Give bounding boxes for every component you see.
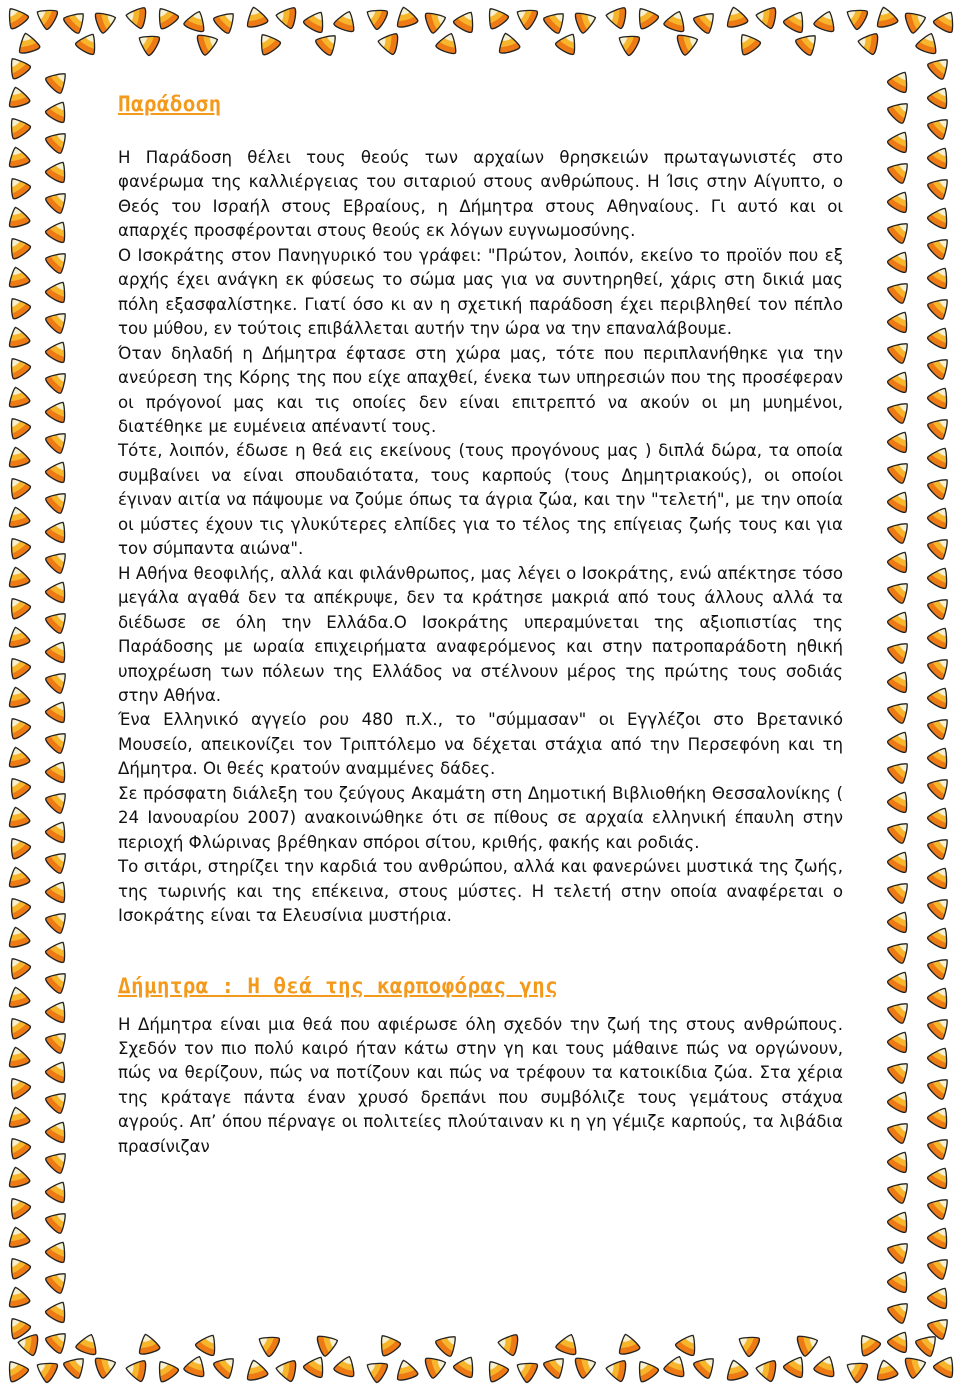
candy-corn-icon (884, 95, 917, 128)
candy-corn-icon (92, 6, 121, 36)
candy-corn-icon (924, 801, 956, 832)
candy-corn-icon (884, 545, 916, 576)
candy-corn-icon (902, 6, 931, 36)
candy-corn-icon (884, 575, 917, 608)
candy-corn-icon (15, 1330, 41, 1357)
paragraph: Η Παράδοση θέλει τους θεούς των αρχαίων θρησκειών πρωταγωνιστές στο φανέρωμα της καλλιέργειας του σιταριού στους ανθρώπους. Η Ίσις στην Αίγυπτο, ο Θεός του Ισραήλ στους Εβραίους, η Δήμητρα στους Αθηναίους. Γι αυτό και οι απαρχές προσφέρονται στους θεούς εκ λόγων ευγνωμοσύνης. (118, 148, 843, 241)
candy-corn-icon (924, 1101, 956, 1132)
candy-corn-icon (42, 1025, 75, 1058)
candy-corn-icon (392, 1356, 421, 1383)
candy-corn-icon (884, 65, 916, 96)
candy-corn-icon (924, 1041, 956, 1072)
candy-corn-icon (4, 683, 33, 710)
candy-corn-icon (722, 1356, 751, 1383)
candy-corn-icon (840, 1354, 871, 1386)
candy-corn-icon (552, 27, 584, 58)
candy-corn-icon (4, 563, 33, 590)
candy-corn-icon (433, 29, 463, 58)
candy-corn-icon (450, 1350, 482, 1381)
candy-corn-icon (811, 7, 841, 36)
candy-corn-icon (480, 1, 512, 33)
candy-corn-icon (4, 743, 33, 770)
candy-corn-icon (4, 1103, 33, 1130)
candy-corn-icon (300, 5, 332, 36)
candy-corn-icon (540, 1350, 573, 1383)
candy-corn-icon (924, 471, 957, 504)
candy-corn-icon (450, 5, 482, 36)
candy-corn-icon (4, 443, 33, 470)
candy-corn-icon (924, 591, 957, 624)
candy-corn-icon (924, 681, 956, 712)
candy-corn-icon (884, 1325, 916, 1356)
candy-corn-icon (42, 185, 75, 218)
candy-corn-icon (603, 3, 629, 30)
candy-corn-icon (360, 1, 391, 33)
document-body (118, 86, 843, 1159)
candy-corn-icon (924, 51, 957, 84)
candy-corn-icon (2, 1311, 34, 1343)
candy-corn-icon (884, 515, 917, 548)
candy-corn-icon (540, 5, 573, 38)
candy-corn-icon (360, 1354, 391, 1386)
candy-corn-icon (42, 665, 75, 698)
candy-corn-icon (242, 3, 271, 30)
candy-corn-icon (924, 441, 956, 472)
candy-corn-icon (42, 1235, 74, 1266)
candy-corn-icon (42, 1205, 75, 1238)
candy-corn-icon (42, 1145, 75, 1178)
candy-corn-icon (924, 351, 957, 384)
candy-corn-icon (42, 575, 74, 606)
candy-corn-icon (2, 711, 34, 743)
candy-corn-icon (792, 27, 825, 60)
candy-corn-icon (840, 1, 871, 33)
candy-corn-icon (572, 1351, 601, 1381)
candy-corn-icon (884, 185, 916, 216)
candy-corn-icon (314, 1329, 343, 1359)
candy-corn-icon (42, 605, 75, 638)
candy-corn-icon (924, 1131, 957, 1164)
candy-corn-icon (753, 1356, 779, 1383)
candy-corn-icon (884, 965, 916, 996)
paragraph: Ο Ισοκράτης στον Πανηγυρικό του γράφει: "Πρώτον, λοιπόν, εκείνο το προϊόν που εξ αρχής έχει ανάγκη εκ φύσεως το σώμα μας για να συντηρηθεί, χάρις στη δικιά μας πόλη εξασφαλίστηκε. Γιατί όσο κι αν η σχετική παράδοση έχει περιβληθεί τον πέπλο του μύθου, εν τούτοις επιβάλλεται αυτήν την ώρα να την επαναλάβουμε. (118, 245, 843, 339)
candy-corn-icon (123, 1356, 149, 1383)
candy-corn-icon (42, 905, 75, 938)
candy-corn-icon (884, 215, 917, 248)
candy-corn-icon (42, 995, 74, 1026)
candy-corn-icon (2, 591, 34, 623)
candy-corn-icon (331, 7, 361, 36)
candy-corn-icon (722, 3, 751, 30)
candy-corn-icon (422, 1351, 451, 1381)
candy-corn-icon (42, 215, 74, 246)
paragraph: Όταν δηλαδή η Δήμητρα έφτασε στη χώρα μας, τότε που περιπλανήθηκε για την ανεύρεση της Κόρης της που είχε απαχθεί, ένεκα των υπηρεσιών που της προσέφεραν οι πρόγονοί μας και τις οποίες δεν είναι επιτρεπτό να ακούν οι μη μυημένοι, διατέθηκε με ευμένεια απέναντί τους. (118, 343, 843, 436)
candy-corn-icon (884, 455, 917, 488)
candy-corn-icon (2, 471, 34, 503)
candy-corn-icon (4, 1043, 33, 1070)
candy-corn-icon (884, 815, 917, 848)
candy-corn-icon (912, 1328, 945, 1361)
candy-corn-icon (331, 1352, 361, 1381)
candy-corn-icon (924, 171, 957, 204)
candy-corn-icon (902, 1351, 931, 1381)
candy-corn-icon (612, 27, 643, 59)
candy-corn-icon (60, 1350, 93, 1383)
candy-corn-icon (510, 1, 541, 33)
candy-corn-icon (42, 275, 74, 306)
candy-corn-icon (924, 111, 957, 144)
candy-corn-icon (2, 351, 34, 383)
candy-corn-icon (661, 7, 691, 36)
candy-corn-icon (2, 51, 34, 83)
candy-corn-icon (732, 27, 764, 59)
candy-corn-icon (30, 1, 61, 33)
candy-corn-icon (924, 411, 957, 444)
candy-corn-icon (924, 141, 956, 172)
candy-corn-icon (2, 1131, 34, 1163)
candy-corn-icon (42, 1295, 74, 1326)
candy-corn-icon (884, 275, 917, 308)
candy-corn-icon (2, 891, 34, 923)
candy-corn-icon (661, 1352, 691, 1381)
candy-corn-icon (884, 365, 916, 396)
candy-corn-icon (780, 1350, 812, 1381)
candy-corn-icon (924, 1071, 957, 1104)
candy-corn-icon (884, 425, 916, 456)
candy-corn-icon (884, 1175, 917, 1208)
candy-corn-icon (134, 1330, 163, 1357)
candy-corn-icon (884, 1085, 916, 1116)
candy-corn-icon (630, 1, 662, 33)
candy-corn-icon (4, 503, 33, 530)
candy-corn-icon (375, 29, 401, 56)
candy-corn-icon (2, 1191, 34, 1223)
candy-corn-icon (884, 1115, 917, 1148)
candy-corn-icon (884, 395, 917, 428)
candy-corn-icon (884, 1055, 917, 1088)
candy-corn-icon (494, 29, 523, 56)
candy-corn-icon (690, 5, 723, 38)
candy-corn-icon (273, 1356, 299, 1383)
candy-corn-icon (4, 203, 33, 230)
candy-corn-icon (924, 891, 957, 924)
candy-corn-icon (2, 1251, 34, 1283)
candy-corn-icon (42, 1265, 75, 1298)
candy-corn-icon (884, 665, 916, 696)
candy-corn-icon (924, 201, 956, 232)
candy-corn-icon (2, 411, 34, 443)
candy-corn-icon (92, 1351, 121, 1381)
candy-corn-icon (42, 95, 74, 126)
candy-corn-icon (924, 501, 956, 532)
candy-corn-icon (42, 245, 75, 278)
candy-corn-icon (2, 231, 34, 263)
candy-corn-icon (150, 1354, 182, 1386)
candy-corn-icon (4, 323, 33, 350)
candy-corn-icon (42, 725, 75, 758)
candy-corn-icon (884, 1265, 916, 1296)
candy-corn-icon (4, 143, 33, 170)
candy-corn-icon (924, 1311, 957, 1344)
candy-corn-icon (42, 425, 75, 458)
candy-corn-icon (42, 1115, 74, 1146)
candy-corn-icon (884, 245, 916, 276)
candy-corn-icon (42, 755, 74, 786)
candy-corn-icon (252, 27, 284, 59)
candy-corn-icon (884, 635, 917, 668)
candy-corn-icon (884, 485, 916, 516)
candy-corn-icon (4, 983, 33, 1010)
candy-corn-icon (2, 1071, 34, 1103)
candy-corn-icon (2, 771, 34, 803)
candy-corn-icon (132, 27, 163, 59)
candy-corn-icon (924, 1161, 956, 1192)
candy-corn-icon (181, 7, 211, 36)
candy-corn-icon (42, 395, 74, 426)
candy-corn-icon (2, 951, 34, 983)
paragraph: Το σιτάρι, στηρίζει την καρδιά του ανθρώπου, αλλά και φανερώνει μυστικά της ζωής, της τωρινής και της επέκεινα, στους μύστες. Η τελετή στην οποία αναφέρεται ο Ισοκράτης είναι τα Ελευσίνια μυστήρια. (118, 857, 843, 926)
candy-corn-icon (42, 875, 74, 906)
candy-corn-icon (42, 1175, 74, 1206)
candy-corn-icon (4, 1283, 33, 1310)
candy-corn-icon (884, 1295, 917, 1328)
candy-corn-icon (4, 623, 33, 650)
candy-corn-icon (924, 321, 956, 352)
candy-corn-icon (672, 1328, 704, 1359)
candy-corn-icon (924, 561, 956, 592)
candy-corn-icon (884, 1205, 916, 1236)
candy-corn-icon (924, 711, 957, 744)
candy-corn-icon (924, 291, 957, 324)
candy-corn-icon (852, 1328, 884, 1360)
candy-corn-icon (181, 1352, 211, 1381)
candy-corn-icon (4, 83, 33, 110)
candy-corn-icon (753, 3, 779, 30)
candy-corn-icon (884, 1145, 916, 1176)
candy-corn-icon (884, 935, 917, 968)
paragraph: Τότε, λοιπόν, έδωσε η θεά εις εκείνους (τους προγόνους μας ) διπλά δώρα, τα οποία συμβαίνει να είναι σπουδαιότατα, τους καρπούς (τους Δημητριακούς), οι οποίοι έγιναν αιτία να πάψουμε να ζούμε όπως τα άγρια ζώα, και την "τελετή", με την οποία οι μύστες έχουν τις γλυκύτερες ελπίδες για το τέλος της επίγειας ζωής τους και για τον σύμπαντα αιώνα". (118, 441, 843, 559)
candy-corn-icon (884, 845, 916, 876)
candy-corn-icon (312, 27, 345, 60)
candy-corn-icon (42, 965, 75, 998)
section-title-dimitra: Δήμητρα : Η θεά της καρποφόρας γης (118, 973, 559, 998)
candy-corn-icon (372, 1328, 404, 1360)
paragraph: Η Δήμητρα είναι μια θεά που αφιέρωσε όλη σχεδόν την ζωή της στους ανθρώπους. Σχεδόν τον πιο πολύ καιρό ήταν κάτω στην γη και τους μάθαινε πώς να οργώνουν, πώς να θερίζουν, πώς να ποτίζουν και πώς να τρέφουν τα κατοικίδια ζώα. Στα χέρια της κράταγε πάντα έναν χρυσό δρεπάνι που συμβόλιζε τους γεμάτους στάχυα αγρούς. Απ’ όπου πέρναγε οι πολιτείες πλούταιναν κι η γη γέμιζε καρπούς, τα λιβάδια πρασίνιζαν (118, 1014, 843, 1156)
candy-corn-icon (42, 305, 75, 338)
candy-corn-icon (42, 635, 74, 666)
candy-corn-icon (42, 485, 75, 518)
candy-corn-icon (884, 755, 917, 788)
paragraph: Ένα Ελληνικό αγγείο ρου 480 π.Χ., το "σύμμασαν" οι Εγγλέζοι στο Βρετανικό Μουσείο, απεικονίζει τον Τριπτόλεμο να δέχεται στάχια από την Περσεφόνη και τη Δήμητρα. Οι θεές κρατούν αναμμένες δάδες. (118, 710, 843, 779)
candy-corn-icon (42, 815, 74, 846)
candy-corn-icon (930, 1350, 960, 1381)
candy-corn-icon (2, 531, 34, 563)
candy-corn-icon (4, 383, 33, 410)
candy-corn-icon (811, 1352, 841, 1381)
candy-corn-icon (0, 1354, 32, 1386)
candy-corn-icon (4, 923, 33, 950)
candy-corn-icon (913, 29, 943, 58)
candy-corn-icon (2, 1011, 34, 1043)
candy-corn-icon (924, 651, 957, 684)
candy-corn-icon (42, 845, 75, 878)
candy-corn-icon (2, 291, 34, 323)
candy-corn-icon (924, 1191, 957, 1224)
candy-corn-icon (924, 741, 956, 772)
candy-corn-icon (73, 1330, 103, 1359)
candy-corn-icon (2, 831, 34, 863)
candy-corn-icon (210, 1350, 243, 1383)
candy-corn-icon (42, 1055, 74, 1086)
candy-corn-icon (2, 171, 34, 203)
candy-corn-icon (884, 725, 916, 756)
candy-corn-icon (392, 3, 421, 30)
candy-corn-icon (42, 515, 74, 546)
candy-corn-icon (42, 365, 75, 398)
candy-corn-icon (4, 803, 33, 830)
section-paradosi-text (118, 146, 843, 929)
candy-corn-icon (273, 3, 299, 30)
candy-corn-icon (42, 1325, 75, 1358)
candy-corn-icon (553, 1330, 583, 1359)
candy-corn-icon (884, 695, 917, 728)
candy-corn-icon (924, 531, 957, 564)
candy-corn-icon (924, 621, 956, 652)
candy-corn-icon (924, 921, 956, 952)
candy-corn-icon (884, 335, 917, 368)
candy-corn-icon (192, 1328, 224, 1359)
section-dimitra-text (118, 1013, 843, 1160)
candy-corn-icon (2, 111, 34, 143)
candy-corn-icon (4, 1223, 33, 1250)
candy-corn-icon (42, 125, 75, 158)
candy-corn-icon (924, 981, 956, 1012)
candy-corn-icon (4, 1163, 33, 1190)
candy-corn-icon (924, 1221, 956, 1252)
candy-corn-icon (884, 995, 917, 1028)
candy-corn-icon (194, 28, 223, 58)
candy-corn-icon (42, 695, 74, 726)
candy-corn-icon (150, 1, 182, 33)
candy-corn-icon (495, 1330, 521, 1357)
candy-corn-icon (2, 651, 34, 683)
candy-corn-icon (780, 5, 812, 36)
candy-corn-icon (572, 6, 601, 36)
candy-corn-icon (0, 1, 32, 33)
candy-corn-icon (42, 785, 75, 818)
candy-corn-icon (924, 381, 956, 412)
candy-corn-icon (42, 1085, 75, 1118)
candy-corn-icon (924, 861, 956, 892)
candy-corn-icon (924, 831, 957, 864)
candy-corn-icon (4, 863, 33, 890)
candy-corn-icon (4, 263, 33, 290)
candy-corn-icon (510, 1354, 541, 1386)
candy-corn-icon (884, 155, 917, 188)
candy-corn-icon (884, 785, 916, 816)
candy-corn-icon (42, 935, 74, 966)
candy-corn-icon (732, 1328, 763, 1360)
paragraph: Σε πρόσφατη διάλεξη του ζεύγους Ακαμάτη στη Δημοτική Βιβλιοθήκη Θεσσαλονίκης ( 24 Ιανουαρίου 2007) ανακοινώθηκε ότι σε πίθους σε αρχαία ελληνική έπαυλη στην περιοχή Φλώρινας βρέθηκαν σπόροι σίτου, κριθής, φακής και ροδιάς. (118, 783, 843, 852)
candy-corn-icon (884, 125, 916, 156)
candy-corn-icon (924, 81, 956, 112)
candy-corn-icon (42, 155, 74, 186)
candy-corn-icon (210, 5, 243, 38)
candy-corn-icon (884, 605, 916, 636)
candy-corn-icon (432, 1328, 465, 1361)
candy-corn-icon (123, 3, 149, 30)
candy-corn-icon (924, 1281, 956, 1312)
candy-corn-icon (855, 29, 881, 56)
candy-corn-icon (884, 305, 916, 336)
candy-corn-icon (884, 1025, 916, 1056)
candy-corn-icon (42, 545, 75, 578)
candy-corn-icon (674, 28, 703, 58)
candy-corn-icon (42, 335, 74, 366)
candy-corn-icon (924, 771, 957, 804)
section-spacer (118, 929, 843, 971)
candy-corn-icon (924, 1251, 957, 1284)
candy-corn-icon (924, 261, 956, 292)
candy-corn-icon (884, 905, 916, 936)
candy-corn-icon (30, 1354, 61, 1386)
candy-corn-icon (480, 1354, 512, 1386)
candy-corn-icon (884, 875, 917, 908)
candy-corn-icon (884, 1235, 917, 1268)
candy-corn-icon (930, 5, 960, 36)
candy-corn-icon (690, 1350, 723, 1383)
candy-corn-icon (630, 1354, 662, 1386)
paragraph: Η Αθήνα θεοφιλής, αλλά και φιλάνθρωπος, μας λέγει ο Ισοκράτης, ενώ απέκτησε τόσο μεγάλα αγαθά δεν τα απέκρυψε, δεν τα κράτησε μακριά από τους άλλους αλλά τα διέδωσε σε όλη την Ελλάδα.Ο Ισοκράτης υπεραμύνεται της αξιοπιστίας της Παράδοσης με ωραία επιχειρήματα αναφερόμενος και στην πατροπαράδοτη ηθική υποχρέωση των πόλεων της Ελλάδος να στέλνουν μέρος της πρώτης τους σοδιάς στην Αθήνα. (118, 563, 843, 705)
candy-corn-icon (42, 455, 74, 486)
candy-corn-icon (72, 27, 104, 58)
candy-corn-icon (924, 951, 957, 984)
candy-corn-icon (872, 1356, 901, 1383)
candy-corn-icon (14, 29, 43, 56)
section-title-paradosi: Παράδοση (118, 92, 222, 116)
candy-corn-icon (252, 1328, 283, 1360)
candy-corn-icon (60, 5, 93, 38)
candy-corn-icon (872, 3, 901, 30)
candy-corn-icon (242, 1356, 271, 1383)
candy-corn-icon (42, 65, 75, 98)
candy-corn-icon (603, 1356, 629, 1383)
candy-corn-icon (924, 231, 957, 264)
candy-corn-icon (794, 1329, 823, 1359)
candy-corn-icon (422, 6, 451, 36)
candy-corn-icon (300, 1350, 332, 1381)
candy-corn-icon (614, 1330, 643, 1357)
candy-corn-icon (924, 1011, 957, 1044)
